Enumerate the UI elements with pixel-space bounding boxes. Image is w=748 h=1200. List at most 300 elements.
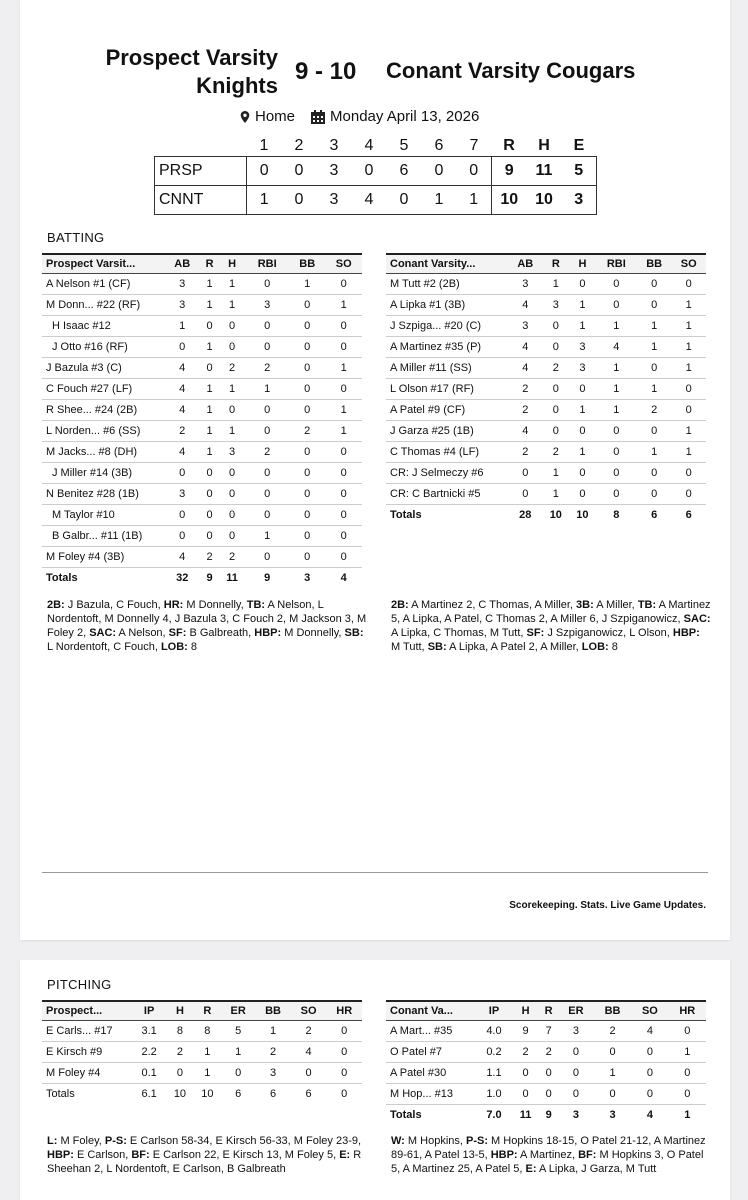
stat-cell: 0 [631,1083,668,1104]
stat-cell: 0 [508,462,543,483]
runs-total: 10 [492,185,527,214]
inning-score: 3 [317,156,352,185]
stat-cell: 0 [245,483,289,504]
note-text: A Miller, [593,599,638,611]
stat-cell: 4 [508,357,543,378]
stat-cell: 3 [569,336,596,357]
stat-cell: 1 [325,357,362,378]
stat-cell: 0 [669,1062,706,1083]
stat-cell: 4 [596,336,637,357]
note-text: J Szpiganowicz, L Olson, [544,627,673,639]
note-text: E Carlson, [73,1149,132,1161]
total-cell: 8 [613,508,620,521]
stat-cell: 1 [596,357,637,378]
stat-cell: 2 [508,441,543,462]
total-cell: 6 [651,508,658,521]
note-label: LOB: [160,641,188,653]
stat-cell: 0 [539,1062,558,1083]
total-cell: 7.0 [486,1108,502,1121]
stat-cell: 0 [539,1083,558,1104]
note-label: HBP: [490,1149,518,1161]
player-name: M Foley #4 [42,1062,132,1083]
stat-cell: 0 [200,462,218,483]
inning-score: 1 [457,185,492,214]
stat-cell: 3 [164,483,200,504]
stat-cell: 2 [512,1041,539,1062]
note-label: SAC: [89,627,117,639]
note-text: J Bazula, C Fouch, [64,599,164,611]
inning-header: 1 [259,136,269,154]
stat-cell: 0 [569,420,596,441]
stat-cell: 3 [543,294,570,315]
totals-label: Totals [46,1087,75,1100]
total-cell: 4 [340,571,347,584]
stat-column-header: R [200,254,218,273]
home-pitching-notes [391,1134,711,1176]
table-row [42,336,362,357]
stat-cell: 0 [245,336,289,357]
stat-cell: 1 [637,378,672,399]
stat-cell: 0 [245,315,289,336]
table-row [42,315,362,336]
stat-cell: 0 [219,504,246,525]
table-row [386,441,706,462]
stat-cell: 0 [637,420,672,441]
hits-total: 11 [527,156,562,185]
total-cell: 10 [201,1087,214,1100]
away-team-line1: Prospect Varsity [105,45,278,70]
stat-cell: 2 [289,420,325,441]
stat-cell: 8 [166,1020,193,1041]
stat-cell: 4 [631,1020,668,1041]
note-label: HBP: [47,1149,74,1161]
note-text: M Hopkins 3, O Patel 5, A Martinez 25, A Patel 5, [391,1149,704,1175]
note-text: 8 [608,641,618,653]
inning-score: 0 [282,156,317,185]
stat-column-header: H [569,254,596,273]
stat-cell: 0 [596,462,637,483]
stat-cell: 3 [245,294,289,315]
table-row [386,1083,706,1104]
stat-cell: 2 [291,1020,327,1041]
note-text: M Hopkins, [404,1135,466,1147]
inning-score: 0 [247,156,282,185]
stat-cell: 1 [594,1062,631,1083]
stat-cell: 2 [164,420,200,441]
player-name: O Patel #7 [386,1041,476,1062]
stat-cell: 0 [543,336,570,357]
team-abbr: CNNT [155,185,247,214]
stats-header-row [42,1001,362,1020]
inning-header: 7 [469,136,479,154]
pitching-card [20,960,730,1200]
stat-cell: 1 [543,483,570,504]
stat-cell: 1 [671,336,706,357]
team-abbr: PRSP [155,156,247,185]
stat-column-header: BB [637,254,672,273]
stat-cell: 0.2 [476,1041,512,1062]
stat-cell: 0 [326,1020,362,1041]
stat-cell: 1 [671,294,706,315]
stat-column-header: R [194,1001,221,1020]
errors-total: 5 [562,156,597,185]
batting-card [20,0,730,940]
note-text: A Nelson, L Nordentoft, M Donnelly 4, J Bazula 3, C Fouch 2, M Jackson 3, M Foley 2, [47,599,367,639]
stat-cell: 1 [637,336,672,357]
total-cell: 1 [684,1108,691,1121]
stat-cell: 1 [671,441,706,462]
stat-cell: 0 [569,378,596,399]
hits-total: 10 [527,185,562,214]
stat-cell: 0 [637,273,672,294]
stat-cell: 0 [543,420,570,441]
stat-cell: 0 [325,483,362,504]
table-row [386,357,706,378]
stat-cell: 1 [245,525,289,546]
player-name: M Taylor #10 [42,504,164,525]
stat-cell: 0 [200,357,218,378]
note-label: E: [525,1163,537,1175]
linescore-table [154,136,597,215]
stat-cell: 0 [200,504,218,525]
pitching-section-title: PITCHING [47,977,112,992]
stat-cell: 0 [596,294,637,315]
stat-column-header: H [166,1001,193,1020]
note-label: SF: [526,627,545,639]
total-cell: 10 [549,508,562,521]
stat-column-header: R [539,1001,558,1020]
stat-cell: 0 [596,273,637,294]
total-cell: 32 [176,571,189,584]
stat-cell: 1 [569,399,596,420]
stat-cell: 0 [289,546,325,567]
note-text: E Carlson 22, E Kirsch 13, M Foley 5, [149,1149,340,1161]
player-name: H Isaac #12 [42,315,164,336]
game-date [311,108,479,125]
player-name: M Foley #4 (3B) [42,546,164,567]
stat-cell: 3 [164,273,200,294]
stat-cell: 3 [569,357,596,378]
stat-cell: 1 [543,462,570,483]
table-row [42,483,362,504]
table-row [386,483,706,504]
runs-total: 9 [492,156,527,185]
date-label: Monday April 13, 2026 [330,108,480,125]
player-name: CR: J Selmeczy #6 [386,462,508,483]
note-text: A Martinez, [517,1149,579,1161]
total-cell: 10 [576,508,589,521]
note-text: M Donnelly, [183,599,247,611]
stat-cell: 0 [245,462,289,483]
stat-cell: 3 [508,315,543,336]
team-column-header: Conant Va... [386,1001,476,1020]
stat-cell: 0 [325,462,362,483]
stat-cell: 1 [219,273,246,294]
note-text: M Tutt, [391,641,428,653]
stat-cell: 0 [326,1062,362,1083]
note-label: TB: [637,599,657,611]
home-batting-table [386,253,706,525]
inning-header: 2 [294,136,304,154]
stat-column-header: AB [508,254,543,273]
inning-header: 5 [399,136,409,154]
note-text: E Carlson 58-34, E Kirsch 56-33, M Foley 23-9, [126,1135,362,1147]
stat-cell: 1 [637,315,672,336]
stat-cell: 0 [596,441,637,462]
stat-cell: 0 [245,273,289,294]
note-label: SF: [168,627,187,639]
stat-cell: 2 [637,399,672,420]
stat-cell: 2.2 [132,1041,166,1062]
total-cell: 9 [264,571,271,584]
player-name: M Tutt #2 (2B) [386,273,508,294]
table-row [386,1020,706,1041]
stat-cell: 0 [245,546,289,567]
stat-cell: 0 [164,504,200,525]
stat-cell: 0 [219,525,246,546]
stats-header-row [42,254,362,273]
stat-cell: 2 [508,399,543,420]
hits-header: H [538,136,550,154]
stat-cell: 0 [543,378,570,399]
inning-score: 1 [247,185,282,214]
stat-cell: 1 [219,420,246,441]
total-cell: 6 [305,1087,312,1100]
total-cell: 6 [269,1087,277,1100]
table-row [386,420,706,441]
stat-cell: 0 [325,546,362,567]
table-row [386,378,706,399]
stat-cell: 0 [164,336,200,357]
inning-score: 0 [282,185,317,214]
stat-cell: 0 [637,483,672,504]
stat-cell: 0 [325,441,362,462]
stat-cell: 0 [569,462,596,483]
stat-cell: 1 [289,273,325,294]
player-name: J Otto #16 (RF) [42,336,164,357]
table-row [42,273,362,294]
home-batting-notes [391,598,711,654]
note-text: M Donnelly, [281,627,345,639]
stat-cell: 0 [669,1020,706,1041]
stat-cell: 0.1 [132,1062,166,1083]
note-label: 2B: [391,599,409,611]
location-label: Home [255,108,296,125]
stat-cell: 1 [671,420,706,441]
player-name: J Garza #25 (1B) [386,420,508,441]
stat-cell: 0 [289,483,325,504]
stat-cell: 1 [325,294,362,315]
note-label: W: [391,1135,405,1147]
stat-column-header: SO [631,1001,668,1020]
table-row [386,1041,706,1062]
note-label: HBP: [672,627,700,639]
stat-cell: 3 [255,1062,291,1083]
errors-total: 3 [562,185,597,214]
stat-cell: 0 [200,483,218,504]
stat-cell: 0 [508,483,543,504]
table-row [42,462,362,483]
stat-cell: 0 [289,462,325,483]
stat-column-header: ER [558,1001,594,1020]
table-row [386,315,706,336]
total-cell: 28 [519,508,532,521]
inning-score: 3 [317,185,352,214]
stat-cell: 0 [671,273,706,294]
stat-cell: 0 [289,315,325,336]
team-column-header: Prospect... [42,1001,132,1020]
player-name: A Nelson #1 (CF) [42,273,164,294]
stat-cell: 0 [631,1041,668,1062]
player-name: J Szpiga... #20 (C) [386,315,508,336]
stat-cell: 0 [594,1041,631,1062]
note-label: L: [47,1135,58,1147]
inning-score: 0 [422,156,457,185]
player-name: R Shee... #24 (2B) [42,399,164,420]
table-row [386,462,706,483]
stat-cell: 1 [219,378,246,399]
stat-column-header: SO [291,1001,327,1020]
stat-cell: 0 [671,399,706,420]
player-name: E Kirsch #9 [42,1041,132,1062]
stat-cell: 0 [569,273,596,294]
stat-cell: 1 [669,1041,706,1062]
stat-cell: 0 [200,315,218,336]
stat-cell: 1 [596,315,637,336]
stat-cell: 5 [221,1020,255,1041]
player-name: A Martinez #35 (P) [386,336,508,357]
stat-column-header: H [219,254,246,273]
player-name: A Miller #11 (SS) [386,357,508,378]
player-name: L Norden... #6 (SS) [42,420,164,441]
stat-column-header: IP [132,1001,166,1020]
stat-cell: 0 [164,462,200,483]
table-row [42,420,362,441]
note-text: R Sheehan 2, L Nordentoft, E Carlson, B Galbreath [47,1149,362,1175]
stat-cell: 0 [219,336,246,357]
stat-cell: 0 [326,1041,362,1062]
stat-cell: 1 [194,1062,221,1083]
player-name: N Benitez #28 (1B) [42,483,164,504]
note-text: A Nelson, [116,627,169,639]
team-column-header: Prospect Varsit... [42,254,164,273]
total-cell: 6.1 [141,1087,157,1100]
player-name: M Hop... #13 [386,1083,476,1104]
stat-cell: 2 [508,378,543,399]
stat-cell: 0 [671,483,706,504]
stat-cell: 4 [291,1041,327,1062]
totals-label: Totals [390,1108,422,1121]
stat-cell: 0 [671,378,706,399]
stats-header-row [386,1001,706,1020]
totals-row [386,1104,706,1125]
stat-cell: 2 [255,1041,291,1062]
player-name: M Jacks... #8 (DH) [42,441,164,462]
stat-cell: 0 [637,294,672,315]
total-cell: 11 [226,571,238,584]
table-row [386,336,706,357]
note-text: A Lipka, J Garza, M Tutt [536,1163,657,1175]
note-label: HBP: [254,627,282,639]
stat-cell: 1 [200,336,218,357]
inning-score: 4 [352,185,387,214]
stat-cell: 2 [245,357,289,378]
stat-cell: 1 [637,441,672,462]
note-text: A Lipka, C Thomas, M Tutt, [391,627,527,639]
stat-cell: 0 [637,357,672,378]
linescore-row [155,185,597,214]
player-name: C Thomas #4 (LF) [386,441,508,462]
stat-cell: 0 [219,462,246,483]
stats-header-row [386,254,706,273]
away-pitching-table [42,1000,362,1104]
stat-cell: 1 [200,378,218,399]
stat-cell: 1 [221,1041,255,1062]
note-label: P-S: [104,1135,127,1147]
table-row [42,1041,362,1062]
totals-row [42,567,362,588]
stat-cell: 0 [289,336,325,357]
total-cell: 6 [235,1087,242,1100]
table-row [42,441,362,462]
stat-cell: 1.1 [476,1062,512,1083]
stat-cell: 1 [200,399,218,420]
stat-column-header: RBI [245,254,289,273]
game-meta [240,108,479,125]
stat-cell: 1 [219,294,246,315]
stat-cell: 0 [512,1083,539,1104]
note-label: E: [339,1149,351,1161]
note-text: A Lipka, A Patel 2, A Miller, [446,641,582,653]
stat-cell: 1 [325,420,362,441]
stat-cell: 1 [671,315,706,336]
stat-cell: 0 [291,1062,327,1083]
stat-cell: 0 [631,1062,668,1083]
player-name: J Bazula #3 (C) [42,357,164,378]
note-label: TB: [246,599,266,611]
stat-cell: 0 [289,525,325,546]
player-name: M Donn... #22 (RF) [42,294,164,315]
stat-cell: 1 [325,399,362,420]
stat-column-header: HR [669,1001,706,1020]
stat-column-header: AB [164,254,200,273]
stat-cell: 0 [558,1041,594,1062]
stat-cell: 0 [637,462,672,483]
stat-cell: 1 [245,378,289,399]
stat-column-header: IP [476,1001,512,1020]
stat-cell: 0 [543,315,570,336]
note-text: M Hopkins 18-15, O Patel 21-12, A Martinez 89-61, A Patel 13-5, [391,1135,706,1161]
stat-cell: 3.1 [132,1020,166,1041]
stat-cell: 0 [671,462,706,483]
totals-label: Totals [390,508,422,521]
stat-cell: 1 [194,1041,221,1062]
stat-cell: 4 [508,336,543,357]
note-label: 3B: [576,599,594,611]
stat-cell: 0 [245,504,289,525]
player-name: A Patel #9 (CF) [386,399,508,420]
stat-cell: 1 [200,294,218,315]
player-name: A Mart... #35 [386,1020,476,1041]
stat-cell: 1 [569,294,596,315]
stat-cell: 0 [558,1083,594,1104]
stat-column-header: ER [221,1001,255,1020]
note-label: 2B: [47,599,65,611]
player-name: A Lipka #1 (3B) [386,294,508,315]
player-name: C Fouch #27 (LF) [42,378,164,399]
stat-column-header: RBI [596,254,637,273]
stat-cell: 0 [245,399,289,420]
